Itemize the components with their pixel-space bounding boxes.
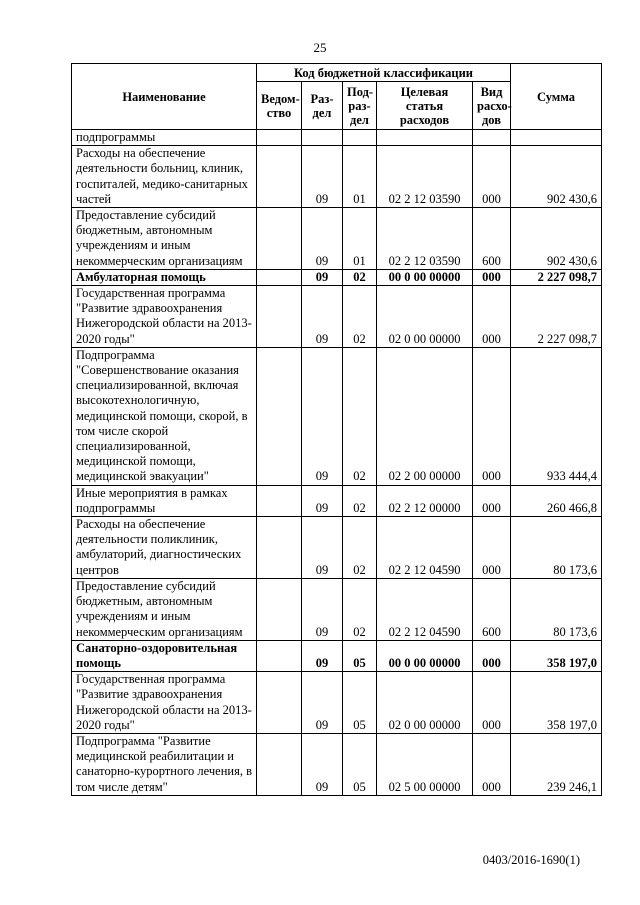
table-row — [72, 640, 602, 671]
cell-ved — [257, 485, 302, 516]
table-row — [72, 269, 602, 285]
cell-target: 00 0 00 00000 — [377, 269, 473, 285]
table-row — [72, 130, 602, 146]
cell-sum: 80 173,6 — [511, 517, 602, 579]
cell-vid: 000 — [473, 485, 511, 516]
cell-name: Государственная программа "Развитие здравоохранения Нижегородской области на 2013-2020 годы" — [72, 286, 257, 348]
cell-vid: 000 — [473, 733, 511, 795]
table-row — [72, 672, 602, 734]
header-target: Целевая статья расходов — [377, 82, 473, 130]
table-row — [72, 146, 602, 208]
cell-vid: 600 — [473, 578, 511, 640]
cell-name: Предоставление субсидий бюджетным, автономным учреждениям и иным некоммерческим организациям — [72, 208, 257, 270]
cell-name: Государственная программа "Развитие здравоохранения Нижегородской области на 2013-2020 годы" — [72, 672, 257, 734]
table-row — [72, 485, 602, 516]
cell-podr: 02 — [343, 269, 377, 285]
budget-table — [71, 63, 602, 796]
cell-razd: 09 — [302, 269, 343, 285]
cell-vid: 600 — [473, 208, 511, 270]
cell-sum: 358 197,0 — [511, 672, 602, 734]
cell-target: 02 2 12 00000 — [377, 485, 473, 516]
cell-vid: 000 — [473, 347, 511, 485]
cell-razd: 09 — [302, 640, 343, 671]
cell-sum: 2 227 098,7 — [511, 269, 602, 285]
cell-ved — [257, 733, 302, 795]
cell-podr: 02 — [343, 286, 377, 348]
cell-sum: 902 430,6 — [511, 208, 602, 270]
cell-target: 02 2 12 03590 — [377, 146, 473, 208]
header-vedomstvo: Ведом-ство — [257, 82, 302, 130]
cell-name: Амбулаторная помощь — [72, 269, 257, 285]
cell-ved — [257, 269, 302, 285]
cell-razd — [302, 130, 343, 146]
cell-target: 02 0 00 00000 — [377, 286, 473, 348]
header-podrazdel: Под-раз-дел — [343, 82, 377, 130]
cell-target: 02 5 00 00000 — [377, 733, 473, 795]
table-row — [72, 578, 602, 640]
cell-ved — [257, 286, 302, 348]
cell-podr: 01 — [343, 208, 377, 270]
table-row — [72, 286, 602, 348]
cell-target: 02 2 12 04590 — [377, 578, 473, 640]
cell-name: Подпрограмма "Развитие медицинской реабилитации и санаторно-курортного лечения, в том числе детям" — [72, 733, 257, 795]
cell-vid: 000 — [473, 269, 511, 285]
cell-name: Подпрограмма "Совершенствование оказания специализированной, включая высокотехнологичную, медицинской помощи, скорой, в том числе скорой специализированной, медицинской помощи, медицинской эвакуации" — [72, 347, 257, 485]
cell-razd: 09 — [302, 347, 343, 485]
cell-sum: 80 173,6 — [511, 578, 602, 640]
cell-sum: 2 227 098,7 — [511, 286, 602, 348]
cell-sum: 260 466,8 — [511, 485, 602, 516]
cell-podr: 02 — [343, 485, 377, 516]
cell-name: Расходы на обеспечение деятельности поликлиник, амбулаторий, диагностических центров — [72, 517, 257, 579]
table-row — [72, 347, 602, 485]
cell-podr: 02 — [343, 517, 377, 579]
document-code: 0403/2016-1690(1) — [482, 853, 580, 867]
cell-ved — [257, 640, 302, 671]
cell-sum: 902 430,6 — [511, 146, 602, 208]
table-row — [72, 208, 602, 270]
cell-podr: 01 — [343, 146, 377, 208]
cell-ved — [257, 146, 302, 208]
cell-razd: 09 — [302, 485, 343, 516]
cell-razd: 09 — [302, 672, 343, 734]
cell-ved — [257, 578, 302, 640]
cell-sum: 239 246,1 — [511, 733, 602, 795]
page-number: 25 — [313, 40, 327, 55]
cell-vid: 000 — [473, 672, 511, 734]
cell-ved — [257, 130, 302, 146]
cell-target: 02 0 00 00000 — [377, 672, 473, 734]
cell-podr: 05 — [343, 672, 377, 734]
cell-sum — [511, 130, 602, 146]
cell-name: Санаторно-оздоровительная помощь — [72, 640, 257, 671]
header-sum: Сумма — [511, 64, 602, 130]
cell-vid: 000 — [473, 517, 511, 579]
cell-ved — [257, 672, 302, 734]
cell-podr: 02 — [343, 347, 377, 485]
cell-vid: 000 — [473, 146, 511, 208]
cell-ved — [257, 517, 302, 579]
cell-name: Расходы на обеспечение деятельности больниц, клиник, госпиталей, медико-санитарных частей — [72, 146, 257, 208]
cell-razd: 09 — [302, 733, 343, 795]
cell-razd: 09 — [302, 286, 343, 348]
cell-razd: 09 — [302, 517, 343, 579]
cell-name: подпрограммы — [72, 130, 257, 146]
cell-podr — [343, 130, 377, 146]
cell-target: 02 2 12 04590 — [377, 517, 473, 579]
cell-podr: 05 — [343, 733, 377, 795]
cell-razd: 09 — [302, 578, 343, 640]
table-row — [72, 733, 602, 795]
cell-vid: 000 — [473, 640, 511, 671]
cell-target: 00 0 00 00000 — [377, 640, 473, 671]
cell-sum: 933 444,4 — [511, 347, 602, 485]
cell-name: Предоставление субсидий бюджетным, автономным учреждениям и иным некоммерческим организациям — [72, 578, 257, 640]
cell-podr: 02 — [343, 578, 377, 640]
cell-vid: 000 — [473, 286, 511, 348]
cell-sum: 358 197,0 — [511, 640, 602, 671]
cell-razd: 09 — [302, 208, 343, 270]
header-vid: Вид расхо-дов — [473, 82, 511, 130]
header-name: Наименование — [72, 64, 257, 130]
cell-vid — [473, 130, 511, 146]
cell-ved — [257, 347, 302, 485]
cell-name: Иные мероприятия в рамках подпрограммы — [72, 485, 257, 516]
cell-ved — [257, 208, 302, 270]
header-razdel: Раз-дел — [302, 82, 343, 130]
header-classification: Код бюджетной классификации — [257, 64, 511, 82]
cell-razd: 09 — [302, 146, 343, 208]
table-row — [72, 517, 602, 579]
cell-target — [377, 130, 473, 146]
cell-podr: 05 — [343, 640, 377, 671]
cell-target: 02 2 12 03590 — [377, 208, 473, 270]
cell-target: 02 2 00 00000 — [377, 347, 473, 485]
